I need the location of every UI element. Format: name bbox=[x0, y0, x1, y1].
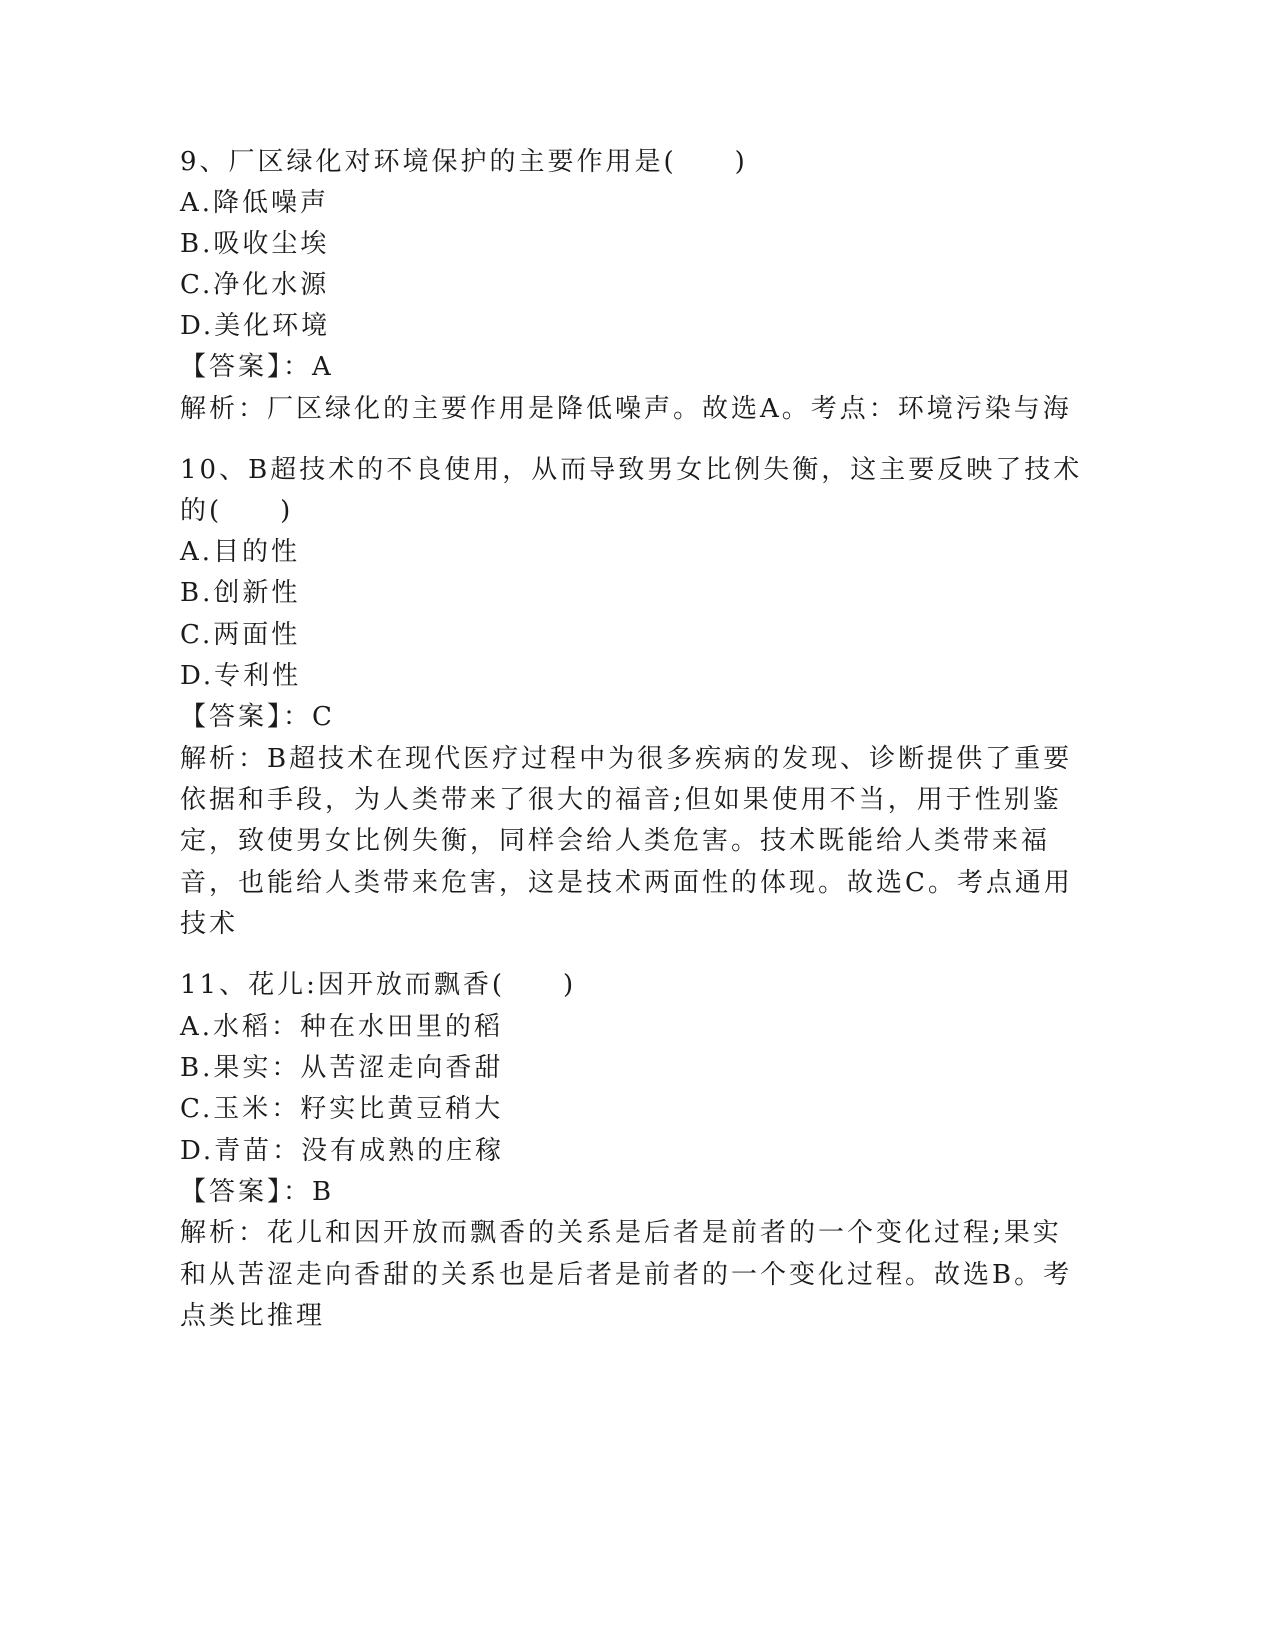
question-10-explanation-line: 技术 bbox=[180, 909, 239, 939]
question-11-option-c: C.玉米：籽实比黄豆稍大 bbox=[180, 1094, 504, 1124]
question-11-explanation-line: 点类比推理 bbox=[180, 1301, 326, 1331]
question-9-option-a: A.降低噪声 bbox=[180, 188, 330, 218]
question-11-answer: 【答案】：B bbox=[180, 1177, 335, 1207]
question-9-answer: 【答案】：A bbox=[180, 352, 334, 382]
question-10-stem-line: 的( ) bbox=[180, 496, 294, 526]
question-11-explanation-line: 和从苦涩走向香甜的关系也是后者是前者的一个变化过程。故选B。考 bbox=[180, 1260, 1073, 1290]
question-11-option-a: A.水稻：种在水田里的稻 bbox=[180, 1012, 504, 1042]
question-11-stem: 11、花儿:因开放而飘香( ) bbox=[180, 970, 577, 1000]
question-10-explanation-line: 定，致使男女比例失衡，同样会给人类危害。技术既能给人类带来福 bbox=[180, 826, 1051, 856]
question-9-option-c: C.净化水源 bbox=[180, 270, 330, 300]
question-9-explanation-line: 解析：厂区绿化的主要作用是降低噪声。故选A。考点：环境污染与海 bbox=[180, 394, 1072, 424]
question-10-explanation-line: 依据和手段，为人类带来了很大的福音;但如果使用不当，用于性别鉴 bbox=[180, 785, 1062, 815]
question-9-stem: 9、厂区绿化对环境保护的主要作用是( ) bbox=[180, 147, 748, 177]
question-11-option-d: D.青苗：没有成熟的庄稼 bbox=[180, 1136, 505, 1166]
question-10-option-d: D.专利性 bbox=[180, 661, 302, 691]
question-9-option-d: D.美化环境 bbox=[180, 311, 331, 341]
question-10-option-a: A.目的性 bbox=[180, 537, 301, 567]
question-11-option-b: B.果实：从苦涩走向香甜 bbox=[180, 1053, 504, 1083]
question-10-option-b: B.创新性 bbox=[180, 578, 301, 608]
question-10-answer: 【答案】：C bbox=[180, 702, 335, 732]
question-11-explanation-line: 解析：花儿和因开放而飘香的关系是后者是前者的一个变化过程;果实 bbox=[180, 1218, 1062, 1248]
question-10-explanation-line: 音，也能给人类带来危害，这是技术两面性的体现。故选C。考点通用 bbox=[180, 868, 1073, 898]
question-10-option-c: C.两面性 bbox=[180, 620, 301, 650]
question-10-stem-line: 10、B超技术的不良使用，从而导致男女比例失衡，这主要反映了技术 bbox=[180, 455, 1083, 485]
question-9-option-b: B.吸收尘埃 bbox=[180, 229, 330, 259]
question-10-explanation-line: 解析：B超技术在现代医疗过程中为很多疾病的发现、诊断提供了重要 bbox=[180, 744, 1073, 774]
